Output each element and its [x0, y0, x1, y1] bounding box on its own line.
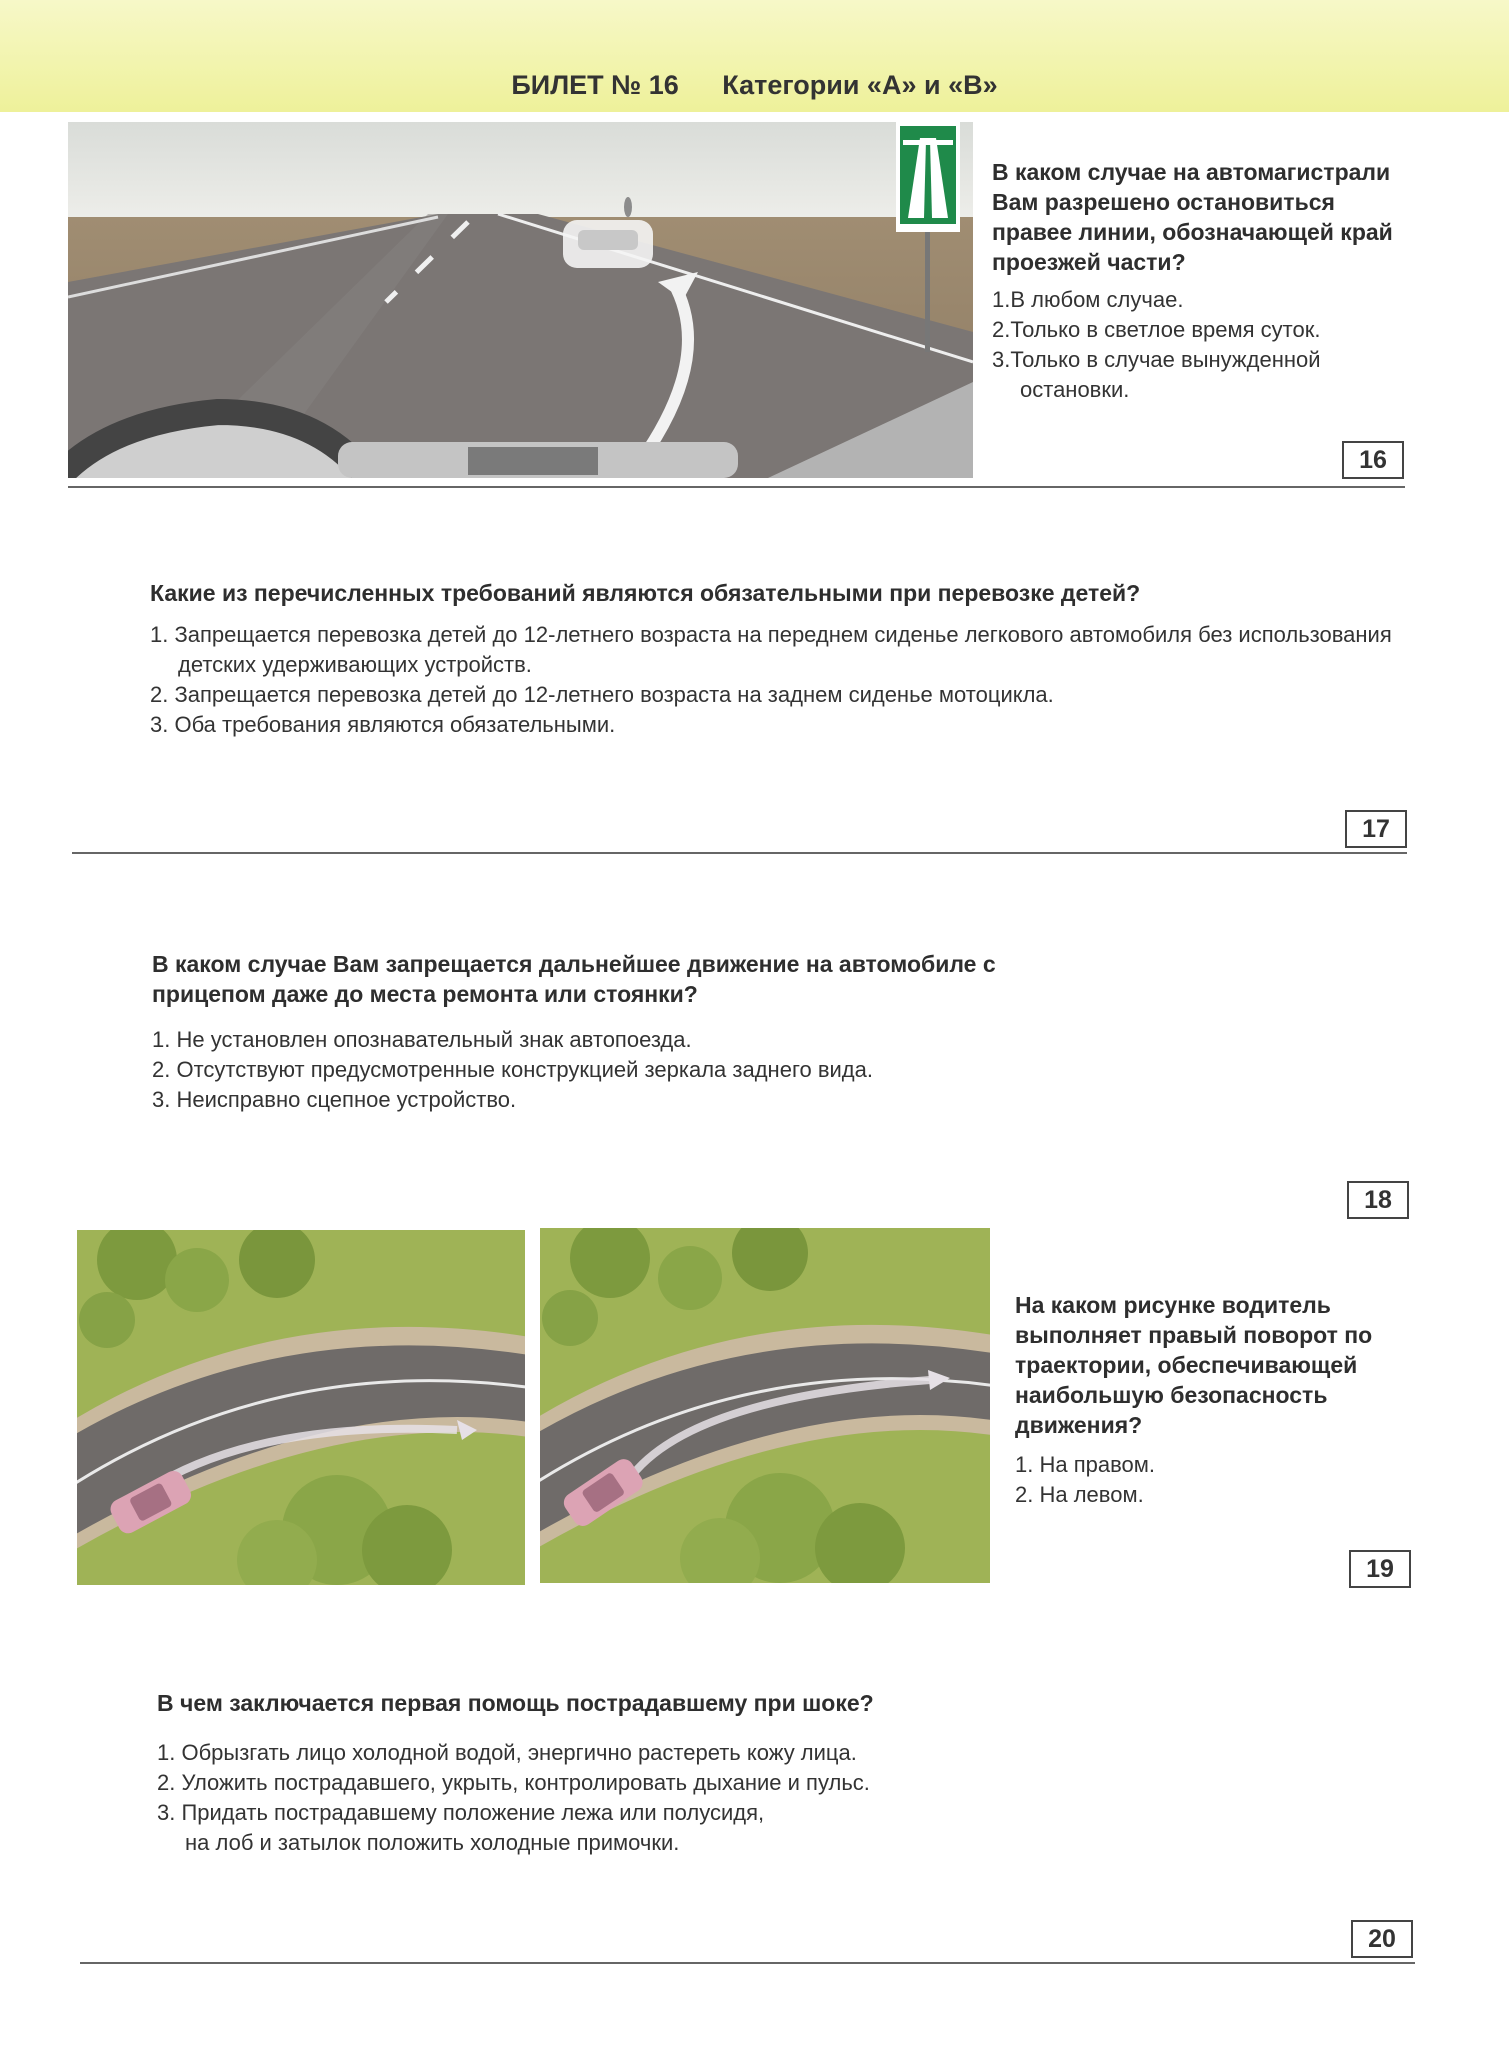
answer-18-1[interactable]: 1. Не установлен опознавательный знак автопоезда.	[152, 1027, 692, 1052]
question-number-17: 17	[1345, 810, 1407, 848]
answer-19-2[interactable]: 2. На левом.	[1015, 1482, 1144, 1507]
question-18-text: В каком случае Вам запрещается дальнейшее движение на автомобиле с прицепом даже до места ремонта или стоянки?	[152, 951, 996, 1007]
question-20	[157, 1688, 1357, 1858]
question-17-text: Какие из перечисленных требований являются обязательными при перевозке детей?	[150, 580, 1141, 606]
answer-16-1[interactable]: 1.В любом случае.	[992, 287, 1184, 312]
divider-20	[80, 1962, 1415, 1964]
road-curve-right-illustration	[540, 1228, 990, 1583]
ticket-number: БИЛЕТ № 16	[511, 70, 679, 100]
answer-20-3[interactable]: 3. Придать пострадавшему положение лежа или полусидя, на лоб и затылок положить холодные примочки.	[157, 1800, 765, 1855]
answer-19-1[interactable]: 1. На правом.	[1015, 1452, 1155, 1477]
category-label: Категории «А» и «В»	[722, 70, 998, 100]
highway-illustration	[68, 122, 973, 478]
highway-photo	[68, 122, 973, 478]
question-number-18: 18	[1347, 1181, 1409, 1219]
answer-20-1[interactable]: 1. Обрызгать лицо холодной водой, энергично растереть кожу лица.	[157, 1740, 857, 1765]
answer-20-2[interactable]: 2. Уложить пострадавшего, укрыть, контролировать дыхание и пульс.	[157, 1770, 870, 1795]
road-curve-left-illustration	[77, 1230, 525, 1585]
answer-17-2[interactable]: 2. Запрещается перевозка детей до 12-летнего возраста на заднем сиденье мотоцикла.	[150, 682, 1054, 707]
divider-16	[68, 486, 1405, 488]
question-18	[152, 949, 1092, 1115]
answer-17-3[interactable]: 3. Оба требования являются обязательными.	[150, 712, 616, 737]
question-20-text: В чем заключается первая помощь пострадавшему при шоке?	[157, 1690, 874, 1716]
answer-18-2[interactable]: 2. Отсутствуют предусмотренные конструкцией зеркала заднего вида.	[152, 1057, 873, 1082]
question-number-20: 20	[1351, 1920, 1413, 1958]
page-title	[0, 70, 1509, 101]
divider-17	[72, 852, 1407, 854]
answer-17-1[interactable]: 1. Запрещается перевозка детей до 12-летнего возраста на переднем сиденье легкового автомобиля без использования детских удерживающих устройств.	[150, 622, 1392, 677]
question-19-text: На каком рисунке водитель выполняет правый поворот по траектории, обеспечивающей наибольшую безопасность движения?	[1015, 1292, 1373, 1438]
question-16	[992, 157, 1412, 405]
question-19	[1015, 1290, 1400, 1510]
question-number-19: 19	[1349, 1550, 1411, 1588]
question-number-16: 16	[1342, 441, 1404, 479]
right-road-picture[interactable]	[540, 1228, 990, 1583]
answer-16-2[interactable]: 2.Только в светлое время суток.	[992, 317, 1321, 342]
answer-18-3[interactable]: 3. Неисправно сцепное устройство.	[152, 1087, 517, 1112]
left-road-picture[interactable]	[77, 1230, 525, 1585]
question-16-text: В каком случае на автомагистрали Вам разрешено остановиться правее линии, обозначающей край проезжей части?	[992, 159, 1393, 275]
answer-16-3[interactable]: 3.Только в случае вынужденной остановки.	[992, 347, 1321, 402]
question-17	[150, 578, 1400, 740]
